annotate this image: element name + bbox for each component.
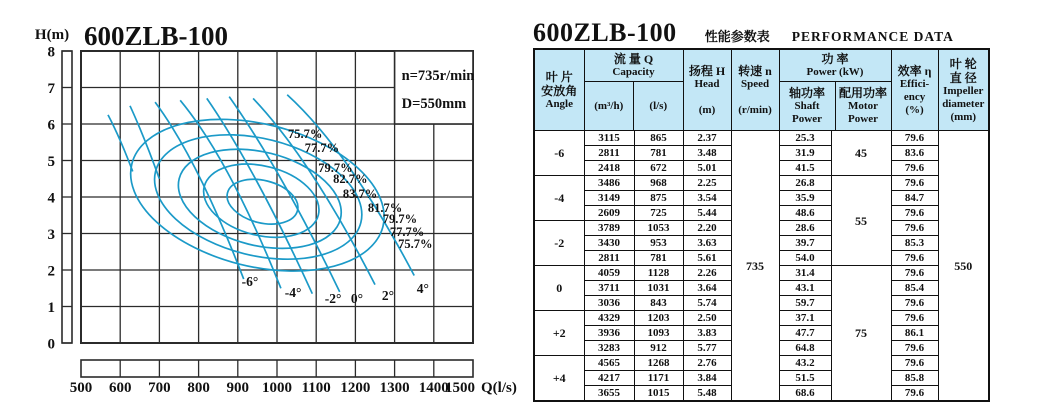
cell-capacity-m3h: 2609 <box>584 206 634 221</box>
svg-text:-6°: -6° <box>241 274 259 290</box>
cell-motor-power: 75 <box>831 266 891 402</box>
svg-text:4°: 4° <box>416 281 429 296</box>
cell-efficiency: 79.6 <box>891 311 938 326</box>
cell-capacity-m3h: 3789 <box>584 221 634 236</box>
cell-shaft-power: 39.7 <box>779 236 831 251</box>
cell-head: 5.48 <box>683 386 731 402</box>
cell-efficiency: 85.8 <box>891 371 938 386</box>
cell-motor-power: 55 <box>831 176 891 266</box>
cell-shaft-power: 37.1 <box>779 311 831 326</box>
cell-shaft-power: 31.4 <box>779 266 831 281</box>
performance-table <box>533 48 990 402</box>
col-header-motor-power: 配用功率 Motor Power <box>839 86 888 125</box>
y-tick-label: 5 <box>47 154 55 170</box>
svg-text:-2°: -2° <box>324 290 342 306</box>
cell-efficiency: 79.6 <box>891 266 938 281</box>
cell-capacity-ls: 912 <box>634 341 683 356</box>
cell-capacity-m3h: 3655 <box>584 386 634 402</box>
cell-head: 5.01 <box>683 161 731 176</box>
cell-efficiency: 86.1 <box>891 326 938 341</box>
cell-efficiency: 79.6 <box>891 356 938 371</box>
cell-capacity-m3h: 3115 <box>584 131 634 146</box>
cell-head: 3.63 <box>683 236 731 251</box>
cell-capacity-ls: 725 <box>634 206 683 221</box>
cell-efficiency: 79.6 <box>891 221 938 236</box>
col-header-head: 扬程 H Head (m) <box>683 49 731 131</box>
performance-table-body <box>534 131 989 402</box>
cell-efficiency: 85.3 <box>891 236 938 251</box>
cell-capacity-ls: 1053 <box>634 221 683 236</box>
y-tick-label: 0 <box>47 336 55 353</box>
x-tick-label: 800 <box>187 380 210 396</box>
x-axis-unit: Q(l/s) <box>481 380 517 396</box>
y-tick-label: 3 <box>47 227 55 243</box>
cell-shaft-power: 41.5 <box>779 161 831 176</box>
y-tick-label: 4 <box>47 190 55 207</box>
col-header-speed: 转速 n Speed (r/min) <box>731 49 779 131</box>
cell-head: 2.50 <box>683 311 731 326</box>
cell-shaft-power: 48.6 <box>779 206 831 221</box>
cell-shaft-power: 47.7 <box>779 326 831 341</box>
cell-capacity-m3h: 3936 <box>584 326 634 341</box>
cell-angle: -6 <box>534 131 584 176</box>
cell-capacity-m3h: 3149 <box>584 191 634 206</box>
cell-capacity-ls: 781 <box>634 146 683 161</box>
cell-angle: +2 <box>534 311 584 356</box>
cell-shaft-power: 59.7 <box>779 296 831 311</box>
cell-head: 3.83 <box>683 326 731 341</box>
cell-head: 3.64 <box>683 281 731 296</box>
y-tick-label: 2 <box>47 263 55 280</box>
svg-text:75.7%: 75.7% <box>398 237 433 252</box>
diameter-annotation: D=550mm <box>401 96 467 112</box>
cell-shaft-power: 43.2 <box>779 356 831 371</box>
cell-efficiency: 85.4 <box>891 281 938 296</box>
cell-impeller-diameter: 550 <box>938 131 989 402</box>
cell-shaft-power: 64.8 <box>779 341 831 356</box>
cell-shaft-power: 54.0 <box>779 251 831 266</box>
cell-capacity-m3h: 3711 <box>584 281 634 296</box>
cell-head: 2.20 <box>683 221 731 236</box>
col-header-angle: 叶 片 安放角 Angle <box>534 49 584 131</box>
col-header-capacity-m3h: (m³/h) <box>585 82 635 130</box>
cell-capacity-m3h: 4059 <box>584 266 634 281</box>
svg-text:75.7%: 75.7% <box>288 126 323 141</box>
x-tick-label: 600 <box>108 380 132 396</box>
speed-annotation: n=735r/min <box>401 68 475 84</box>
col-header-power: 功 率 Power (kW) 轴功率 Shaft Power 配用功率 Motor Power <box>779 49 891 131</box>
cell-head: 2.25 <box>683 176 731 191</box>
cell-capacity-m3h: 2811 <box>584 251 634 266</box>
x-tick-label: 1200 <box>340 380 371 396</box>
cell-head: 3.48 <box>683 146 731 161</box>
cell-capacity-m3h: 2418 <box>584 161 634 176</box>
blade-angle-labels <box>242 274 429 306</box>
cell-shaft-power: 31.9 <box>779 146 831 161</box>
cell-capacity-ls: 1093 <box>634 326 683 341</box>
x-tick-label: 1000 <box>262 380 292 396</box>
cell-capacity-m3h: 3486 <box>584 176 634 191</box>
svg-text:77.7%: 77.7% <box>304 141 340 156</box>
cell-head: 3.84 <box>683 371 731 386</box>
cell-speed: 735 <box>731 131 779 402</box>
svg-text:79.7%: 79.7% <box>318 161 353 176</box>
svg-text:79.7%: 79.7% <box>382 211 418 226</box>
annotation-box <box>395 51 475 124</box>
cell-efficiency: 83.6 <box>891 146 938 161</box>
cell-angle: -2 <box>534 221 584 266</box>
col-header-capacity: 流 量 Q Capacity (m³/h) (l/s) <box>584 49 683 131</box>
table-title <box>533 18 989 46</box>
table-title-model: 600ZLB-100 <box>533 18 677 47</box>
cell-head: 3.54 <box>683 191 731 206</box>
svg-text:77.7%: 77.7% <box>389 225 425 240</box>
cell-capacity-ls: 1268 <box>634 356 683 371</box>
svg-text:2°: 2° <box>381 287 394 303</box>
chart-title: 600ZLB-100 <box>84 21 229 51</box>
cell-efficiency: 84.7 <box>891 191 938 206</box>
x-axis-ruler <box>81 360 473 377</box>
cell-shaft-power: 43.1 <box>779 281 831 296</box>
cell-capacity-ls: 781 <box>634 251 683 266</box>
cell-shaft-power: 25.3 <box>779 131 831 146</box>
col-header-efficiency: 效率 η Effici- ency (%) <box>891 49 938 131</box>
table-title-en: PERFORMANCE DATA <box>791 29 954 44</box>
col-header-capacity-ls: (l/s) <box>649 99 668 112</box>
x-tick-label: 1100 <box>301 380 331 396</box>
cell-capacity-ls: 1031 <box>634 281 683 296</box>
cell-capacity-m3h: 4217 <box>584 371 634 386</box>
cell-angle: +4 <box>534 356 584 402</box>
cell-shaft-power: 26.8 <box>779 176 831 191</box>
cell-capacity-ls: 865 <box>634 131 683 146</box>
cell-head: 5.74 <box>683 296 731 311</box>
cell-capacity-ls: 1171 <box>634 371 683 386</box>
cell-efficiency: 79.6 <box>891 176 938 191</box>
cell-capacity-m3h: 3036 <box>584 296 634 311</box>
cell-capacity-ls: 1015 <box>634 386 683 402</box>
cell-efficiency: 79.6 <box>891 161 938 176</box>
col-header-impeller: 叶 轮 直 径 Impeller diameter (mm) <box>938 49 989 131</box>
cell-capacity-ls: 672 <box>634 161 683 176</box>
cell-capacity-m3h: 3283 <box>584 341 634 356</box>
svg-text:81.7%: 81.7% <box>367 201 403 215</box>
x-tick-label: 700 <box>148 380 171 396</box>
cell-head: 2.26 <box>683 266 731 281</box>
x-tick-label: 900 <box>226 380 250 396</box>
cell-capacity-ls: 875 <box>634 191 683 206</box>
y-tick-label: 8 <box>47 44 55 61</box>
cell-shaft-power: 51.5 <box>779 371 831 386</box>
cell-angle: 0 <box>534 266 584 311</box>
cell-head: 5.77 <box>683 341 731 356</box>
y-tick-label: 1 <box>47 300 55 316</box>
svg-text:-4°: -4° <box>284 285 302 300</box>
cell-capacity-ls: 1128 <box>634 266 683 281</box>
cell-capacity-m3h: 4329 <box>584 311 634 326</box>
table-header <box>534 49 989 131</box>
cell-efficiency: 79.6 <box>891 206 938 221</box>
performance-data-panel <box>533 18 989 402</box>
svg-text:82.7%: 82.7% <box>333 172 368 187</box>
cell-efficiency: 79.6 <box>891 386 938 402</box>
cell-efficiency: 79.6 <box>891 131 938 146</box>
x-tick-label: 1400 <box>418 380 449 396</box>
cell-capacity-ls: 953 <box>634 236 683 251</box>
y-tick-label: 6 <box>47 117 55 134</box>
cell-capacity-m3h: 2811 <box>584 146 634 161</box>
y-axis-ruler <box>62 51 72 343</box>
x-tick-label: 1300 <box>379 380 410 396</box>
col-header-shaft-power: 轴功率 Shaft Power <box>780 82 836 130</box>
table-row <box>534 131 989 146</box>
cell-head: 5.61 <box>683 251 731 266</box>
table-title-zh: 性能参数表 <box>704 29 770 44</box>
cell-head: 5.44 <box>683 206 731 221</box>
cell-shaft-power: 68.6 <box>779 386 831 402</box>
x-tick-label: 1500 <box>445 380 475 396</box>
cell-efficiency: 79.6 <box>891 296 938 311</box>
cell-head: 2.37 <box>683 131 731 146</box>
cell-efficiency: 79.6 <box>891 251 938 266</box>
cell-capacity-m3h: 3430 <box>584 236 634 251</box>
svg-text:83.7%: 83.7% <box>342 187 378 202</box>
cell-shaft-power: 35.9 <box>779 191 831 206</box>
y-tick-label: 7 <box>47 81 55 97</box>
cell-capacity-m3h: 4565 <box>584 356 634 371</box>
svg-text:0°: 0° <box>350 290 364 306</box>
cell-angle: -4 <box>534 176 584 221</box>
cell-capacity-ls: 968 <box>634 176 683 191</box>
cell-shaft-power: 28.6 <box>779 221 831 236</box>
y-axis-unit: H(m) <box>34 27 70 43</box>
cell-motor-power: 45 <box>831 131 891 176</box>
x-tick-label: 500 <box>69 380 93 396</box>
cell-efficiency: 79.6 <box>891 341 938 356</box>
cell-head: 2.76 <box>683 356 731 371</box>
cell-capacity-ls: 1203 <box>634 311 683 326</box>
cell-capacity-ls: 843 <box>634 296 683 311</box>
